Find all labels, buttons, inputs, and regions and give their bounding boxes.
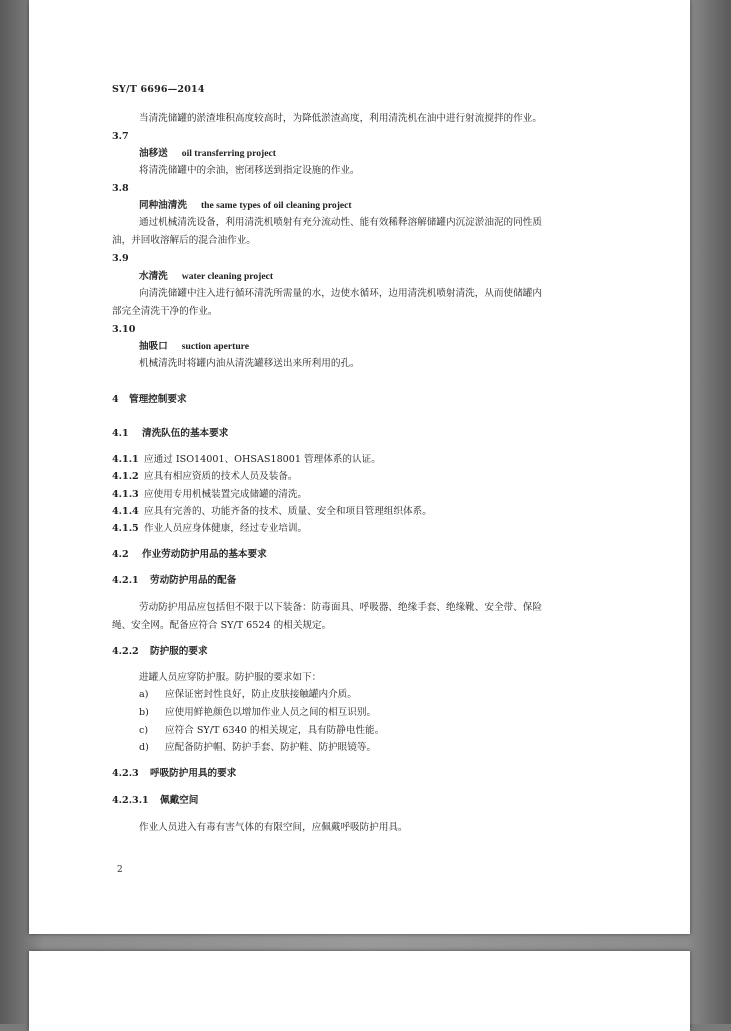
subsubsection-number: 4.2.3 bbox=[112, 768, 139, 779]
list-text: 应符合 SY/T 6340 的相关规定，具有防静电性能。 bbox=[165, 725, 385, 736]
term-definition: 通过机械清洗设备，利用清洗机喷射有充分流动性、能有效稀释溶解储罐内沉淀淤油泥的同性质 bbox=[139, 217, 542, 228]
term-title bbox=[139, 199, 352, 212]
item-number: 4.1.4 bbox=[112, 506, 139, 517]
paragraph-line: 进罐人员应穿防护服。防护服的要求如下： bbox=[139, 672, 322, 683]
subsubsection-number: 4.2.2 bbox=[112, 646, 139, 657]
list-item bbox=[139, 724, 384, 737]
item-text: 应通过 ISO14001、OHSAS18001 管理体系的认证。 bbox=[144, 454, 381, 465]
section-title: 管理控制要求 bbox=[129, 394, 187, 405]
list-marker: b) bbox=[139, 707, 149, 718]
subsection-number: 4.1 bbox=[112, 428, 129, 439]
clause-number: 3.9 bbox=[112, 253, 129, 264]
subsection-number: 4.2 bbox=[112, 549, 129, 560]
subsubsection-title: 劳动防护用品的配备 bbox=[150, 575, 237, 586]
list-item bbox=[139, 741, 376, 754]
term-title bbox=[139, 270, 273, 283]
paragraph-line: 劳动防护用品应包括但不限于以下装备：防毒面具、呼吸器、绝缘手套、绝缘靴、安全带、保险 bbox=[139, 602, 542, 613]
list-marker: c) bbox=[139, 725, 149, 736]
term-en: suction aperture bbox=[181, 341, 250, 352]
list-marker: a) bbox=[139, 689, 149, 700]
term-definition: 部完全清洗干净的作业。 bbox=[112, 306, 218, 317]
term-definition: 将清洗储罐中的余油，密闭移送到指定设施的作业。 bbox=[139, 165, 360, 176]
term-cn: 抽吸口 bbox=[139, 341, 168, 352]
item-text: 作业人员应身体健康，经过专业培训。 bbox=[144, 523, 308, 534]
section-number: 4 bbox=[112, 394, 119, 405]
item-number: 4.1.1 bbox=[112, 454, 139, 465]
item-text: 应具有完善的、功能齐备的技术、质量、安全和项目管理组织体系。 bbox=[144, 506, 432, 517]
clause-number: 3.10 bbox=[112, 324, 136, 335]
subsubsection-heading bbox=[112, 574, 236, 587]
subsubsection-heading bbox=[112, 767, 236, 780]
list-text: 应保证密封性良好，防止皮肤接触罐内介质。 bbox=[165, 689, 357, 700]
paragraph-line: 当清洗储罐的淤渣堆积高度较高时，为降低淤渣高度，利用清洗机在油中进行射流搅拌的作业。 bbox=[139, 113, 542, 124]
page-number: 2 bbox=[117, 865, 123, 875]
subsection-heading bbox=[112, 548, 267, 561]
next-page[interactable] bbox=[29, 951, 690, 1031]
paragraph-line: 作业人员进入有毒有害气体的有限空间，应佩戴呼吸防护用具。 bbox=[139, 822, 408, 833]
term-definition: 油，并回收溶解后的混合油作业。 bbox=[112, 235, 256, 246]
clause-number: 3.7 bbox=[112, 131, 129, 142]
list-item bbox=[112, 522, 307, 535]
term-cn: 油移送 bbox=[139, 148, 168, 159]
item-number: 4.1.5 bbox=[112, 523, 139, 534]
subsection-heading bbox=[112, 427, 228, 440]
term-definition: 机械清洗时将罐内油从清洗罐移送出来所利用的孔。 bbox=[139, 358, 360, 369]
term-cn: 同种油清洗 bbox=[139, 200, 187, 211]
term-title bbox=[139, 340, 249, 353]
subsubsection-title: 呼吸防护用具的要求 bbox=[150, 768, 237, 779]
term-definition: 向清洗储罐中注入进行循环清洗所需量的水，边使水循环，边用清洗机喷射清洗，从而使储罐内 bbox=[139, 288, 542, 299]
list-marker: d) bbox=[139, 742, 149, 753]
subsubsubsection-title: 佩戴空间 bbox=[160, 795, 199, 806]
paragraph-line: 绳、安全网。配备应符合 SY/T 6524 的相关规定。 bbox=[112, 620, 332, 631]
list-text: 应使用鲜艳颜色以增加作业人员之间的相互识别。 bbox=[165, 707, 377, 718]
clause-number: 3.8 bbox=[112, 183, 129, 194]
subsection-title: 作业劳动防护用品的基本要求 bbox=[142, 549, 267, 560]
term-cn: 水清洗 bbox=[139, 271, 168, 282]
term-en: the same types of oil cleaning project bbox=[200, 200, 352, 211]
subsubsection-heading bbox=[112, 645, 208, 658]
item-number: 4.1.3 bbox=[112, 489, 139, 500]
subsubsection-number: 4.2.1 bbox=[112, 575, 139, 586]
subsubsubsection-heading bbox=[112, 794, 198, 807]
document-page[interactable] bbox=[29, 0, 690, 934]
list-item bbox=[139, 706, 376, 719]
list-item bbox=[112, 470, 298, 483]
list-text: 应配备防护帽、防护手套、防护鞋、防护眼镜等。 bbox=[165, 742, 377, 753]
list-item bbox=[112, 488, 307, 501]
subsection-title: 清洗队伍的基本要求 bbox=[142, 428, 229, 439]
section-heading bbox=[112, 393, 187, 406]
term-en: oil transferring project bbox=[181, 148, 276, 159]
item-text: 应使用专用机械装置完成储罐的清洗。 bbox=[144, 489, 308, 500]
page-header: SY/T 6696—2014 bbox=[112, 84, 205, 95]
list-item bbox=[139, 688, 357, 701]
subsubsection-title: 防护服的要求 bbox=[150, 646, 208, 657]
list-item bbox=[112, 453, 381, 466]
item-number: 4.1.2 bbox=[112, 471, 139, 482]
term-en: water cleaning project bbox=[181, 271, 274, 282]
subsubsubsection-number: 4.2.3.1 bbox=[112, 795, 149, 806]
term-title bbox=[139, 147, 276, 160]
item-text: 应具有相应资质的技术人员及装备。 bbox=[144, 471, 298, 482]
list-item bbox=[112, 505, 432, 518]
